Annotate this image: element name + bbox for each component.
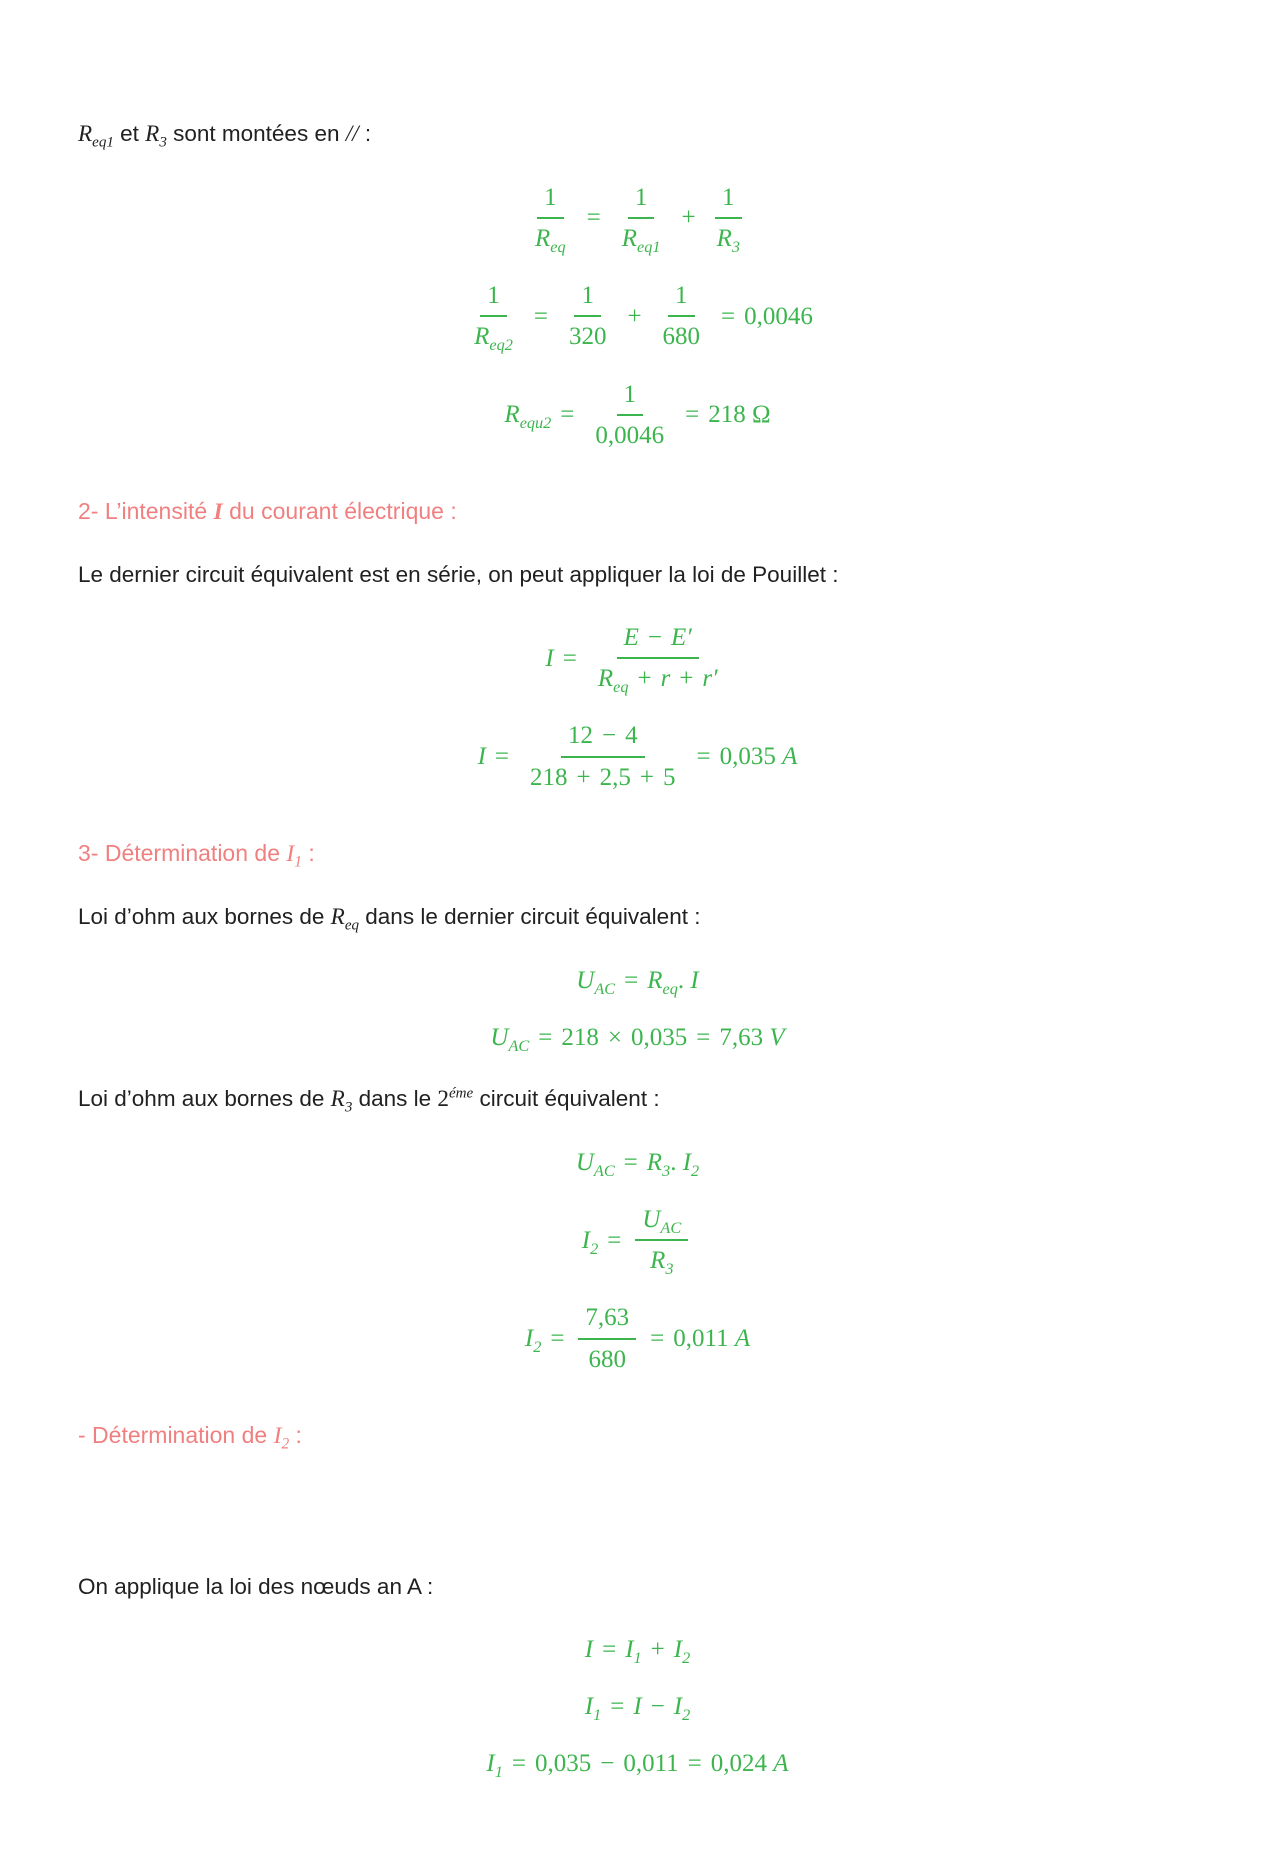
math-equation xyxy=(78,1748,1197,1782)
math-number: 7,63 xyxy=(719,1023,770,1051)
math-variable: r xyxy=(660,665,671,693)
text-run: dans le xyxy=(352,1086,438,1112)
math-number: 1 xyxy=(544,183,557,211)
math-operator: + xyxy=(681,204,696,232)
math-operator: = xyxy=(696,743,711,770)
math-variable: $R_{eq}$ xyxy=(647,966,678,998)
subscript: eq xyxy=(613,678,629,697)
math-number: 5 xyxy=(663,763,676,791)
math-operator: = xyxy=(550,1325,565,1353)
math-variable: $R_{eq}$ xyxy=(597,665,629,697)
math-operator: = xyxy=(560,401,575,429)
math-number: 2,5 xyxy=(599,763,631,791)
math-variable: $R_{eq}$ xyxy=(535,224,566,256)
text-run: : xyxy=(289,1421,302,1448)
math-variable: $R_{eq1}$ xyxy=(78,121,114,151)
math-variable: $I_1$ xyxy=(286,840,302,871)
math-number: 0,035 xyxy=(719,743,783,770)
subscript: equ2 xyxy=(519,414,552,433)
math-number: 1 xyxy=(634,183,648,211)
math-operator: + xyxy=(637,665,652,693)
math-operator: = xyxy=(624,966,639,994)
fraction-denominator xyxy=(562,317,614,352)
math-operator: + xyxy=(639,763,654,791)
math-number: 1 xyxy=(675,282,688,310)
fraction xyxy=(578,1302,636,1375)
math-operator: + xyxy=(679,665,694,693)
math-operator: = xyxy=(533,302,548,330)
text-run: et xyxy=(113,121,146,146)
math-variable: $I_2$ xyxy=(524,1325,542,1357)
math-equation xyxy=(78,1204,1197,1277)
text-run: Le dernier circuit équivalent est en série, on peut appliquer la loi de Pouillet : xyxy=(78,562,839,588)
math-equation xyxy=(78,1022,1197,1053)
math-operator: × xyxy=(607,1023,622,1051)
math-variable: $U_{AC}$ xyxy=(490,1023,530,1055)
section-heading xyxy=(78,1419,1197,1453)
math-number: 0,011 xyxy=(623,1750,679,1778)
fraction xyxy=(591,622,725,695)
math-number: 1 xyxy=(623,380,637,408)
math-operator: = xyxy=(685,401,700,429)
fraction-numerator xyxy=(537,182,564,219)
math-variable: A xyxy=(734,1325,751,1353)
subscript: 2 xyxy=(682,1706,691,1724)
math-variable: I xyxy=(545,644,554,672)
math-operator: = xyxy=(494,743,510,770)
math-variable: $I_2$ xyxy=(682,1148,700,1180)
fraction xyxy=(523,720,682,793)
math-number: $2^{éme}$ xyxy=(437,1085,474,1113)
text-run: dans le dernier circuit équivalent : xyxy=(359,904,701,930)
paragraph xyxy=(78,1571,1197,1604)
fraction xyxy=(635,1204,688,1277)
math-variable: V xyxy=(769,1023,785,1051)
math-operator: − xyxy=(601,722,617,750)
math-equation xyxy=(78,1147,1197,1178)
math-number: 0,024 xyxy=(710,1750,774,1778)
math-number: 4 xyxy=(625,722,638,750)
superscript: éme xyxy=(449,1085,474,1102)
subscript: 1 xyxy=(294,853,302,871)
math-number: 218 xyxy=(561,1023,599,1051)
math-variable: $R_{equ2}$ xyxy=(504,401,552,433)
fraction-denominator xyxy=(523,758,682,793)
text-run: Loi d’ohm aux bornes de xyxy=(78,904,331,930)
subscript: 2 xyxy=(590,1239,599,1258)
fraction-denominator xyxy=(582,1340,634,1375)
fraction-numerator xyxy=(617,379,644,416)
math-equation xyxy=(78,1634,1197,1665)
fraction-denominator xyxy=(615,219,668,254)
math-variable: $U_{AC}$ xyxy=(642,1205,682,1237)
math-variable: $R_3$ xyxy=(330,1086,353,1116)
math-operator: − xyxy=(650,1693,665,1720)
math-variable: $R_3$ xyxy=(716,224,740,256)
fraction-denominator xyxy=(528,219,573,254)
math-number: . xyxy=(670,1148,683,1176)
math-variable: A xyxy=(782,743,798,770)
math-variable: $U_{AC}$ xyxy=(575,1148,615,1180)
text-run: : xyxy=(358,121,372,146)
fraction-numerator xyxy=(635,1204,688,1241)
math-variable: $I_2$ xyxy=(673,1693,691,1724)
math-number: 0,0046 xyxy=(595,421,665,449)
subscript: 3 xyxy=(344,1099,353,1116)
fraction xyxy=(528,182,573,255)
math-number: 7,63 xyxy=(585,1304,630,1332)
math-equation xyxy=(78,280,1197,353)
subscript: 2 xyxy=(281,1435,290,1453)
subscript: AC xyxy=(593,1161,615,1180)
math-equation xyxy=(78,622,1197,695)
math-variable: $R_3$ xyxy=(646,1148,671,1180)
math-variable: I xyxy=(690,966,699,994)
math-number: 0,011 xyxy=(673,1325,735,1353)
subscript: 1 xyxy=(633,1648,642,1667)
paragraph xyxy=(78,559,1197,592)
fraction-denominator xyxy=(467,317,520,355)
subscript: 1 xyxy=(494,1763,503,1782)
spacer xyxy=(78,1479,1197,1541)
math-variable: $R_{eq1}$ xyxy=(621,224,661,256)
fraction-numerator xyxy=(561,720,645,757)
subscript: AC xyxy=(508,1036,530,1055)
text-run: circuit équivalent : xyxy=(473,1086,660,1112)
math-variable: $I_1$ xyxy=(486,1750,503,1782)
subscript: 2 xyxy=(682,1648,691,1667)
math-operator: = xyxy=(721,302,736,330)
fraction-numerator xyxy=(628,182,655,219)
text-run: 3- Détermination de xyxy=(78,839,287,866)
subscript: AC xyxy=(660,1218,682,1237)
math-number: 218 Ω xyxy=(708,401,771,429)
math-variable: $R_3$ xyxy=(650,1247,674,1279)
math-operator: = xyxy=(623,1148,638,1176)
math-variable: $R_{eq2}$ xyxy=(474,323,513,355)
math-number: 12 xyxy=(567,722,593,750)
fraction-denominator xyxy=(710,219,747,254)
math-variable: $R_{eq}$ xyxy=(330,904,360,934)
math-number: 1 xyxy=(722,183,735,211)
fraction xyxy=(588,379,671,452)
math-variable: E′ xyxy=(671,623,692,651)
subscript: eq xyxy=(344,917,360,934)
fraction xyxy=(562,280,614,353)
fraction-denominator xyxy=(588,416,671,451)
subscript: 3 xyxy=(731,237,740,256)
fraction xyxy=(467,280,520,353)
math-variable: $I_2$ xyxy=(581,1226,599,1258)
math-variable: A xyxy=(773,1750,789,1778)
subscript: 3 xyxy=(665,1260,674,1279)
subscript: eq2 xyxy=(489,336,513,355)
math-equation xyxy=(78,965,1197,996)
text-run: du courant électrique : xyxy=(222,498,457,525)
fraction-numerator xyxy=(617,622,699,659)
math-equation xyxy=(78,1302,1197,1375)
math-variable: I xyxy=(213,499,223,526)
math-variable: I xyxy=(584,1635,594,1663)
math-variable: $I_2$ xyxy=(273,1422,290,1453)
math-operator: = xyxy=(586,204,601,232)
math-number: 1 xyxy=(487,282,500,310)
text-run: 2- L’intensité xyxy=(78,498,214,525)
subscript: 3 xyxy=(662,1161,671,1180)
section-heading xyxy=(78,495,1197,529)
math-equation xyxy=(78,182,1197,255)
paragraph xyxy=(78,118,1197,152)
math-number: 218 xyxy=(530,763,568,791)
subscript: AC xyxy=(594,979,616,998)
math-operator: = xyxy=(687,1750,702,1778)
subscript: eq1 xyxy=(92,134,114,151)
text-run: Loi d’ohm aux bornes de xyxy=(78,1086,331,1112)
fraction xyxy=(615,182,668,255)
fraction-denominator xyxy=(656,317,708,352)
content xyxy=(78,118,1197,1780)
math-number: 0,035 xyxy=(630,1023,688,1051)
math-variable: // xyxy=(345,121,359,147)
math-variable: E xyxy=(623,623,639,651)
math-operator: − xyxy=(600,1750,615,1778)
fraction-numerator xyxy=(574,280,601,317)
math-variable: I xyxy=(477,743,486,770)
math-operator: = xyxy=(538,1023,553,1051)
math-number: 0,0046 xyxy=(744,302,813,330)
math-number: 1 xyxy=(581,282,594,310)
math-number: 320 xyxy=(568,323,607,351)
math-variable: I xyxy=(633,1693,642,1720)
fraction-numerator xyxy=(578,1302,636,1339)
subscript: 2 xyxy=(533,1338,542,1357)
math-operator: + xyxy=(627,302,642,330)
subscript: eq1 xyxy=(637,237,661,256)
math-variable: $I_1$ xyxy=(584,1693,602,1724)
fraction-denominator xyxy=(591,659,725,697)
math-equation xyxy=(78,1691,1197,1722)
math-operator: = xyxy=(602,1635,617,1663)
math-operator: = xyxy=(607,1226,622,1254)
fraction-numerator xyxy=(480,280,507,317)
math-operator: − xyxy=(647,623,663,651)
section-heading xyxy=(78,837,1197,871)
fraction-denominator xyxy=(643,1241,680,1279)
text-run: sont montées en xyxy=(166,121,346,146)
math-number: 0,035 xyxy=(534,1750,592,1778)
math-variable: r′ xyxy=(702,665,718,693)
math-variable: $R_3$ xyxy=(145,121,167,151)
subscript: 1 xyxy=(593,1706,602,1724)
math-operator: = xyxy=(696,1023,711,1051)
math-variable: $I_2$ xyxy=(673,1635,691,1667)
math-equation xyxy=(78,379,1197,452)
subscript: eq xyxy=(550,237,566,256)
text-run: - Détermination de xyxy=(78,1421,274,1448)
math-operator: + xyxy=(576,763,591,791)
math-number: 680 xyxy=(588,1345,627,1373)
fraction-numerator xyxy=(715,182,742,219)
subscript: eq xyxy=(662,979,678,998)
math-operator: = xyxy=(610,1693,625,1720)
fraction xyxy=(656,280,708,353)
math-variable: $I_1$ xyxy=(625,1635,642,1667)
text-run: : xyxy=(301,839,315,866)
math-variable: $U_{AC}$ xyxy=(576,966,616,998)
math-equation xyxy=(78,720,1197,793)
math-operator: = xyxy=(650,1325,665,1353)
fraction xyxy=(710,182,747,255)
math-operator: + xyxy=(650,1635,665,1663)
math-operator: = xyxy=(511,1750,526,1778)
math-number: . xyxy=(677,966,691,994)
math-number: 680 xyxy=(662,323,701,351)
fraction-numerator xyxy=(668,280,695,317)
text-run: On applique la loi des nœuds an A : xyxy=(78,1574,434,1600)
paragraph xyxy=(78,901,1197,935)
subscript: 3 xyxy=(159,134,167,151)
paragraph xyxy=(78,1083,1197,1117)
math-operator: = xyxy=(562,644,577,672)
subscript: 2 xyxy=(691,1161,700,1180)
